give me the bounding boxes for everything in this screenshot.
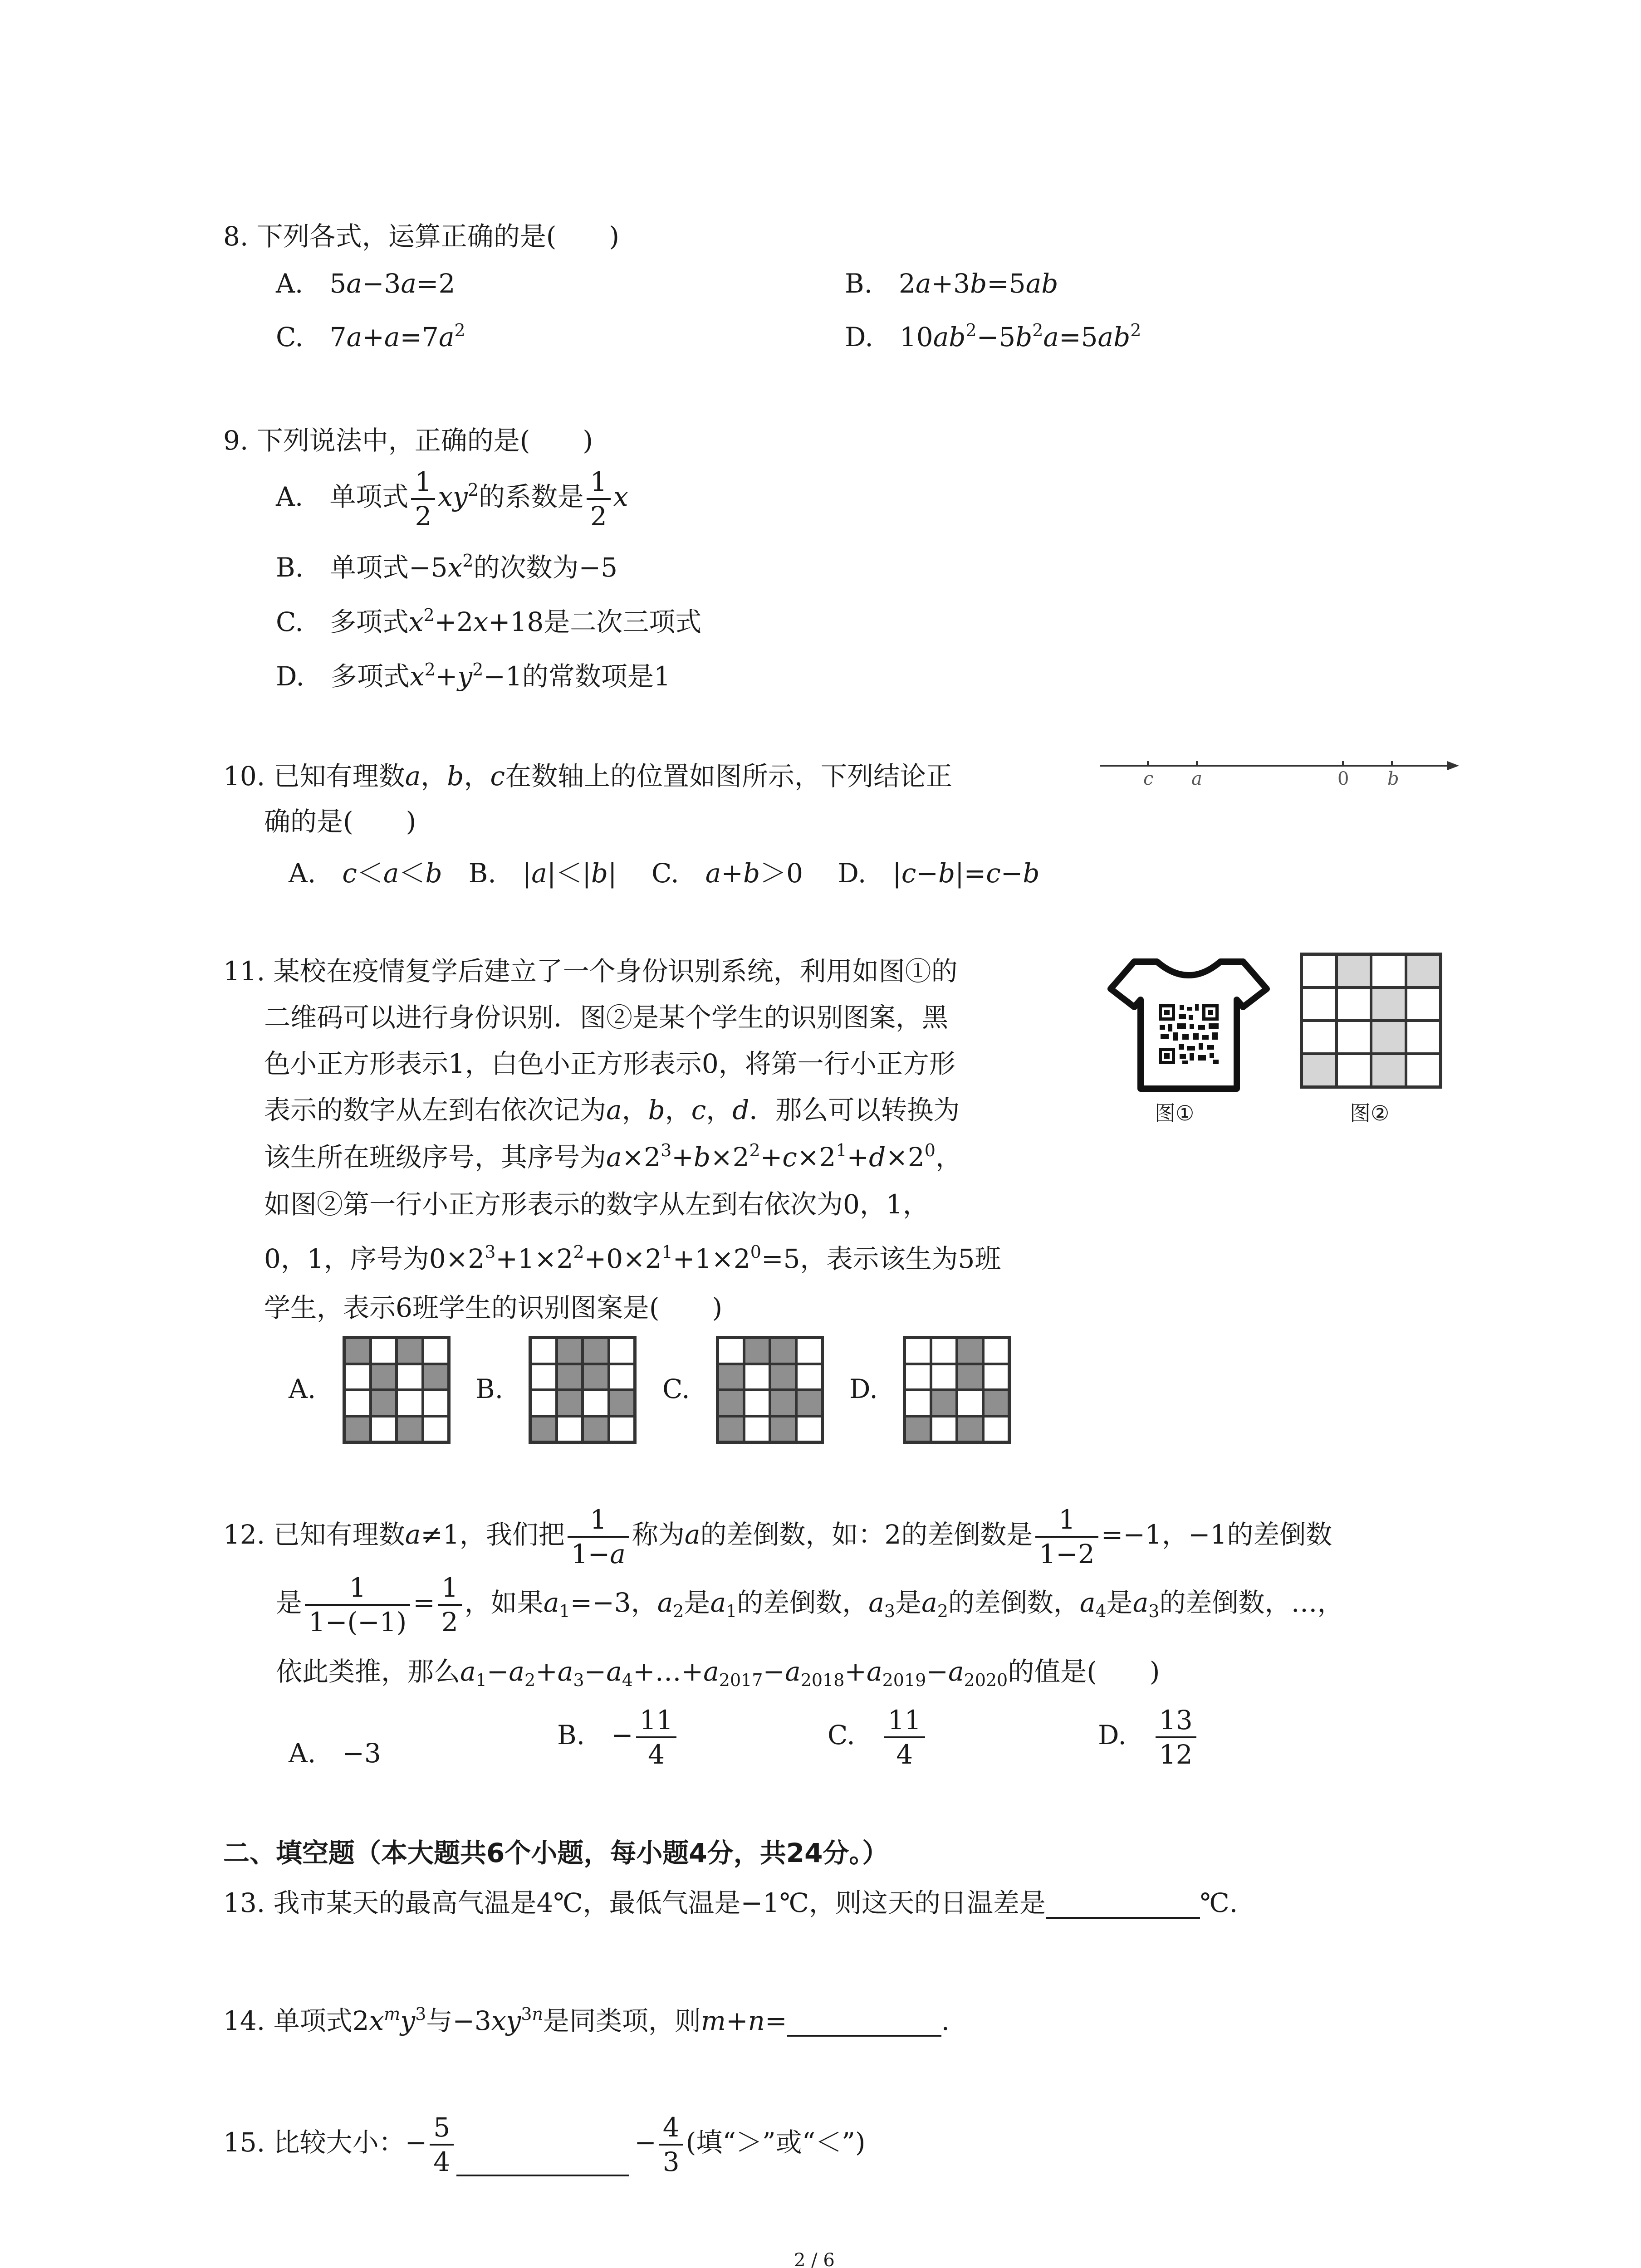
grid-cell-empty [905,1364,931,1390]
q12-line3: 依此类推，那么$a_1-a_2+a_3-a_4+\dots+a_{2017}-a_{2018}+a_{2019}-a_{2020}$的值是( ) [276,1656,1160,1690]
grid-cell-empty [609,1416,635,1442]
q10-options: A. c＜a＜b B. |a|＜|b| C. a+b＞0 D. |c−b|=c−b [289,858,1040,889]
q9-option-d: D. 多项式$x^2+y^2-1$的常数项是1 [276,660,671,692]
q12-option-d: D. $\frac{13}{12}$ [1098,1706,1199,1769]
grid-cell-empty [796,1338,823,1364]
grid-cell-filled [530,1416,557,1442]
grid-cell-empty [344,1364,371,1390]
q11-option-c-label: C. [662,1374,690,1404]
grid-cell-empty [609,1338,635,1364]
section-2-heading: 二、填空题（本大题共6个小题，每小题4分，共24分。） [223,1838,889,1868]
grid-cell-empty [530,1364,557,1390]
grid-cell-filled [770,1416,796,1442]
grid-cell-empty [796,1364,823,1390]
grid-cell-empty [1302,987,1337,1021]
grid-cell-empty [371,1338,397,1364]
grid-cell-empty [931,1416,957,1442]
grid-cell-empty [1337,1054,1372,1087]
grid-cell-filled [397,1338,423,1364]
grid-cell-empty [1302,954,1337,987]
grid-cell-filled [423,1364,449,1390]
grid-cell-filled [983,1390,1009,1416]
grid-cell-empty [1406,1021,1441,1054]
q12-option-a: A. −3 [289,1738,381,1769]
q8-stem: 8. 下列各式，运算正确的是( ) [223,221,620,252]
grid-cell-empty [931,1338,957,1364]
figure-2-caption: 图② [1350,1101,1390,1125]
grid-cell-empty [1371,954,1406,987]
grid-cell-filled [1371,1054,1406,1087]
q9-option-c: C. 多项式$x^2+2x+18$是二次三项式 [276,605,702,637]
qr-code-icon [1157,1002,1220,1066]
grid-cell-empty [530,1390,557,1416]
grid-cell-empty [957,1390,983,1416]
grid-cell-empty [905,1338,931,1364]
grid-cell-empty [744,1390,770,1416]
number-line-figure [1098,744,1461,794]
figure-2-grid [1300,953,1442,1089]
grid-cell-empty [983,1416,1009,1442]
q8-option-a: A. 5a−3a=2 [276,268,456,299]
grid-cell-empty [397,1390,423,1416]
grid-cell-filled [905,1416,931,1442]
axis-label-a: a [1191,768,1202,789]
grid-cell-filled [1371,987,1406,1021]
q11-option-a-label: A. [289,1374,316,1404]
grid-cell-empty [344,1390,371,1416]
grid-cell-empty [983,1338,1009,1364]
figure-1-caption: 图① [1155,1101,1195,1125]
grid-cell-filled [344,1338,371,1364]
grid-cell-filled [770,1338,796,1364]
grid-cell-empty [397,1364,423,1390]
grid-cell-filled [583,1416,609,1442]
q12-line2: 是 $\frac{1}{1-(-1)}$ = $\frac{1}{2}$ ，如果$a_1=-3$，$a_2$是$a_1$的差倒数，$a_3$是$a_2$的差倒数，$a_4$是$a_3$的差倒数，…， [276,1572,1344,1637]
grid-cell-empty [744,1364,770,1390]
q11-line4: 表示的数字从左到右依次记为a，b，c，d．那么可以转换为 [264,1095,960,1125]
grid-cell-filled [557,1364,583,1390]
grid-cell-filled [957,1416,983,1442]
grid-cell-filled [770,1390,796,1416]
grid-cell-filled [344,1416,371,1442]
grid-cell-filled [957,1338,983,1364]
grid-cell-filled [1406,954,1441,987]
grid-cell-empty [1337,987,1372,1021]
q10-line2: 确的是( ) [264,806,416,837]
q11-option-b-grid [529,1336,637,1444]
grid-cell-filled [397,1416,423,1442]
grid-cell-empty [983,1364,1009,1390]
grid-cell-filled [371,1390,397,1416]
q11-line6: 如图②第一行小正方形表示的数字从左到右依次为0，1， [264,1189,929,1220]
grid-cell-empty [423,1390,449,1416]
grid-cell-empty [905,1390,931,1416]
q13 [223,1887,1238,1919]
tshirt-qr-figure [1107,953,1270,1098]
grid-cell-filled [770,1364,796,1390]
grid-cell-empty [1406,987,1441,1021]
axis-label-b: b [1387,768,1399,789]
q13-answer-blank[interactable] [1046,1892,1200,1919]
grid-cell-empty [583,1390,609,1416]
grid-cell-filled [957,1364,983,1390]
q15-answer-blank[interactable] [456,2149,629,2176]
grid-cell-filled [1302,1054,1337,1087]
q13-unit: ℃. [1200,1887,1238,1918]
grid-cell-empty [1337,1021,1372,1054]
grid-cell-filled [583,1364,609,1390]
grid-cell-filled [718,1364,744,1390]
grid-cell-filled [1371,1021,1406,1054]
q10-line1: 10. 已知有理数a，b，c在数轴上的位置如图所示，下列结论正 [223,761,952,792]
grid-cell-empty [796,1416,823,1442]
grid-cell-empty [423,1338,449,1364]
grid-cell-filled [557,1338,583,1364]
grid-cell-empty [530,1338,557,1364]
grid-cell-filled [718,1416,744,1442]
arrow-icon [1447,761,1459,770]
grid-cell-empty [371,1416,397,1442]
grid-cell-filled [609,1390,635,1416]
q11-line1: 11. 某校在疫情复学后建立了一个身份识别系统，利用如图①的 [223,956,958,987]
q11-option-a-grid [343,1336,451,1444]
grid-cell-empty [718,1338,744,1364]
q11-option-c-grid [716,1336,824,1444]
q13-text: 13. 我市某天的最高气温是4℃，最低气温是−1℃，则这天的日温差是 [223,1887,1046,1918]
axis-label-0: 0 [1337,768,1349,789]
q14-answer-blank[interactable] [787,2009,941,2037]
grid-cell-filled [1337,954,1372,987]
grid-cell-filled [796,1390,823,1416]
grid-cell-empty [931,1364,957,1390]
q11-option-d-grid [903,1336,1011,1444]
q9-option-a: A. 单项式 $\frac{1}{2}$ $xy^2$的系数是 $\frac{1}{2}$ x [276,466,628,532]
q11-line2: 二维码可以进行身份识别．图②是某个学生的识别图案，黑 [264,1002,949,1033]
q11-option-d-label: D. [849,1374,878,1404]
grid-cell-filled [583,1338,609,1364]
q15: 15. 比较大小：− $\frac{5}{4}$ − $\frac{4}{3}$ (填“＞”或“＜”) [223,2112,866,2177]
grid-cell-filled [931,1390,957,1416]
q11-line5: 该生所在班级序号，其序号为$a\times 2^3+b\times 2^2+c\times 2^1+d\times 2^0$， [264,1140,962,1173]
q9-option-b: B. 单项式$-5x^2$的次数为−5 [276,551,617,583]
q8-option-b: B. 2a+3b=5ab [845,268,1058,299]
axis-label-c: c [1143,768,1154,789]
q8-option-c: C. $7a+a=7a^2$ [276,320,465,352]
grid-cell-empty [744,1416,770,1442]
q12-option-b: B. − $\frac{11}{4}$ [557,1706,679,1769]
grid-cell-filled [718,1390,744,1416]
q14: 14. 单项式$2x^my^3$与$-3xy^{3n}$是同类项，则m+n= . [223,2004,950,2036]
grid-cell-empty [423,1416,449,1442]
q11-option-b-label: B. [475,1374,504,1404]
grid-cell-empty [557,1416,583,1442]
grid-cell-filled [557,1390,583,1416]
q11-line7: 0，1，序号为$0\times 2^3+1\times 2^2+0\times 2^1+1\times 2^0=5$，表示该生为5班 [264,1242,1001,1274]
page-number: 2 / 6 [794,2250,835,2268]
q9-stem: 9. 下列说法中，正确的是( ) [223,425,593,456]
grid-cell-filled [744,1338,770,1364]
grid-cell-empty [609,1364,635,1390]
q11-line3: 色小正方形表示1，白色小正方形表示0，将第一行小正方形 [264,1048,955,1079]
q8-option-d: D. $10ab^2-5b^2a=5ab^2$ [845,320,1141,352]
grid-cell-empty [1406,1054,1441,1087]
grid-cell-filled [371,1364,397,1390]
q12-line1: 12. 已知有理数a≠1，我们把 $\frac{1}{1-a}$ 称为a的差倒数，如：2的差倒数是 $\frac{1}{1-2}$ =−1，−1的差倒数 [223,1504,1332,1569]
q11-line8: 学生，表示6班学生的识别图案是( ) [264,1292,723,1323]
grid-cell-empty [1302,1021,1337,1054]
q12-option-c: C. $\frac{11}{4}$ [828,1706,928,1769]
